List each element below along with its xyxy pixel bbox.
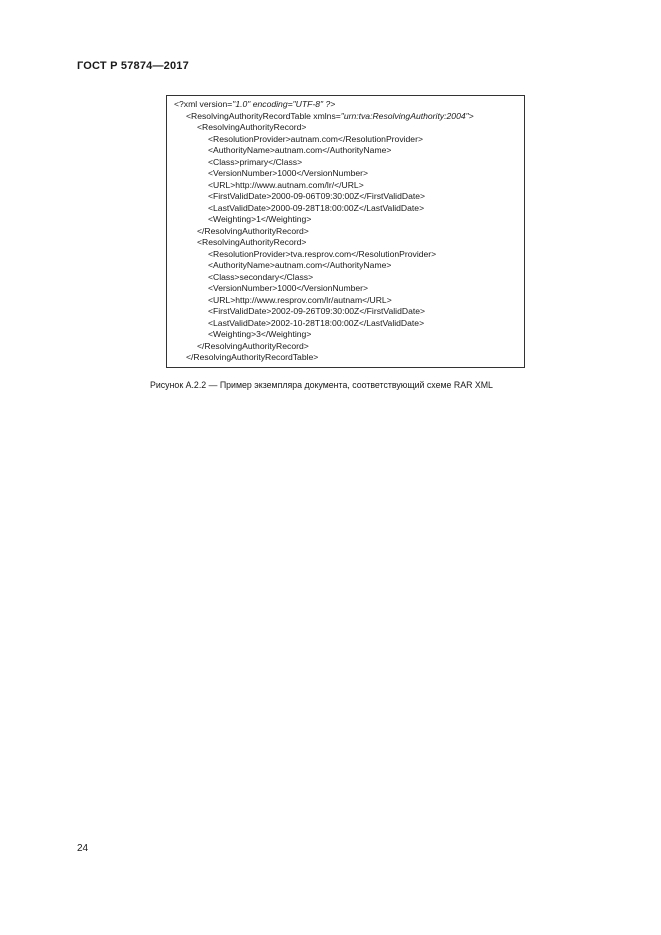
record-open-line: <ResolvingAuthorityRecord>	[197, 122, 307, 132]
version-number-line: <VersionNumber>1000</VersionNumber>	[208, 283, 369, 293]
document-header: ГОСТ Р 57874—2017	[77, 60, 189, 72]
table-close-line: </ResolvingAuthorityRecordTable>	[186, 352, 319, 362]
xml-listing-box	[166, 95, 525, 368]
first-valid-date-line: <FirstValidDate>2002-09-26T09:30:00Z</FirstValidDate>	[208, 306, 426, 316]
table-namespace-value: "urn:tva:ResolvingAuthority:2004"	[340, 110, 469, 121]
url-line: <URL>http://www.autnam.com/lr/</URL>	[208, 179, 364, 190]
first-valid-date-line: <FirstValidDate>2000-09-06T09:30:00Z</FirstValidDate>	[208, 191, 426, 201]
table-open-tag: <ResolvingAuthorityRecordTable xmlns=	[186, 110, 341, 121]
page-number: 24	[77, 843, 89, 854]
authority-name-line: <AuthorityName>autnam.com</AuthorityName>	[208, 145, 392, 155]
xml-declaration-open: <?xml version=	[174, 99, 233, 109]
table-open-bracket: >	[468, 110, 474, 121]
record-close-line: </ResolvingAuthorityRecord>	[197, 340, 309, 351]
xml-declaration-line	[174, 99, 335, 111]
class-line: <Class>secondary</Class>	[208, 271, 314, 282]
table-open-line	[186, 111, 474, 123]
url-line: <URL>http://www.resprov.com/lr/autnam</URL>	[208, 294, 392, 305]
record-open-line: <ResolvingAuthorityRecord>	[197, 237, 307, 247]
record-close-line: </ResolvingAuthorityRecord>	[197, 225, 309, 236]
class-line: <Class>primary</Class>	[208, 156, 303, 167]
xml-declaration-values: "1.0" encoding="UTF-8" ?>	[232, 99, 336, 109]
version-number-line: <VersionNumber>1000</VersionNumber>	[208, 168, 369, 178]
resolution-provider-line: <ResolutionProvider>autnam.com</ResolutionProvider>	[208, 133, 423, 144]
last-valid-date-line: <LastValidDate>2002-10-28T18:00:00Z</LastValidDate>	[208, 317, 425, 328]
authority-name-line: <AuthorityName>autnam.com</AuthorityName>	[208, 260, 392, 270]
weighting-line: <Weighting>1</Weighting>	[208, 214, 312, 224]
weighting-line: <Weighting>3</Weighting>	[208, 329, 312, 339]
resolution-provider-line: <ResolutionProvider>tva.resprov.com</ResolutionProvider>	[208, 248, 437, 259]
figure-caption: Рисунок А.2.2 — Пример экземпляра документа, соответствующий схеме RAR XML	[150, 380, 493, 390]
last-valid-date-line: <LastValidDate>2000-09-28T18:00:00Z</LastValidDate>	[208, 202, 425, 213]
